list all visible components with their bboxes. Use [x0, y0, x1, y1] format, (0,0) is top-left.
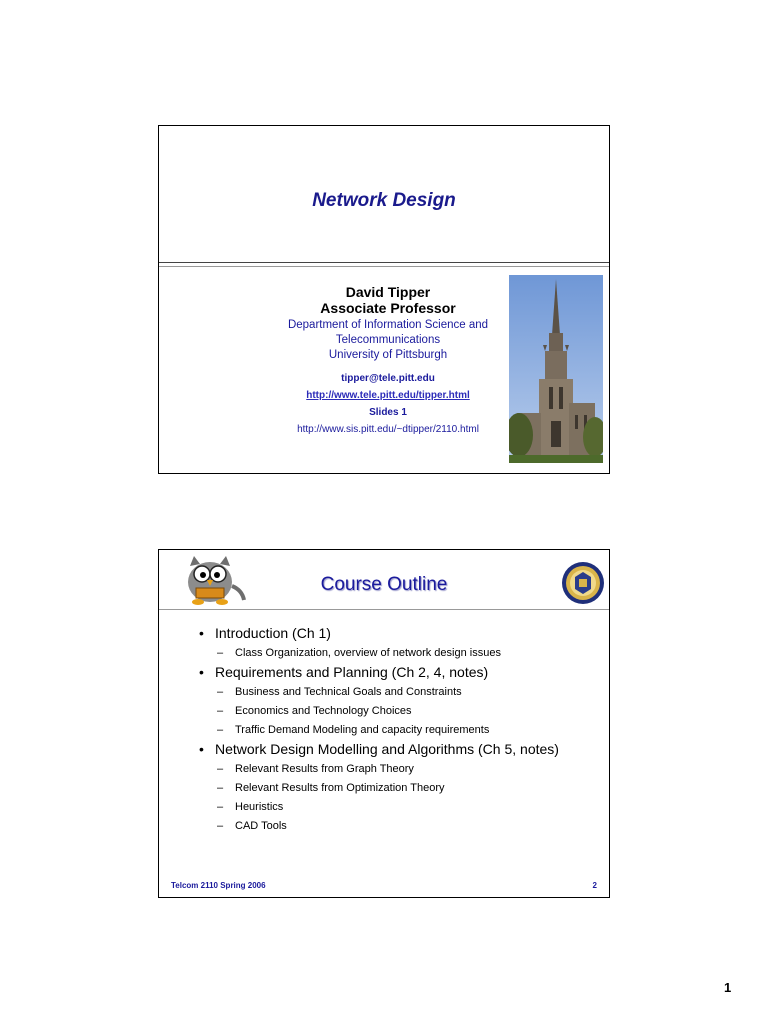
page-number: 1 [724, 980, 732, 995]
outline-sub-item-text: Traffic Demand Modeling and capacity requirements [235, 724, 490, 736]
outline-sub-item [197, 686, 597, 699]
bullet-icon: • [199, 625, 204, 641]
homepage-link[interactable]: http://www.tele.pitt.edu/tipper.html [306, 390, 470, 401]
dash-icon: – [217, 705, 224, 717]
outline-item [197, 741, 597, 757]
department-line-1: Department of Information Science and [287, 319, 489, 331]
dash-icon: – [217, 647, 224, 659]
outline-item [197, 664, 597, 680]
divider [159, 266, 609, 267]
outline-item-text: Introduction (Ch 1) [215, 625, 331, 641]
divider [159, 262, 609, 263]
outline-item-text: Network Design Modelling and Algorithms (Ch 5, notes) [215, 741, 559, 757]
author-info [259, 284, 517, 436]
slide-title: Course Outline [320, 574, 448, 595]
bullet-icon: • [199, 741, 204, 757]
slides-label: Slides 1 [369, 407, 407, 418]
author-name: David Tipper [345, 284, 431, 300]
slide-footer-course: Telcom 2110 Spring 2006 [171, 881, 266, 890]
outline-sub-item-text: Class Organization, overview of network design issues [235, 647, 501, 659]
outline-sub-item-text: Heuristics [235, 801, 284, 813]
dash-icon: – [217, 724, 224, 736]
outline-sub-item [197, 820, 597, 833]
divider [159, 609, 609, 610]
bullet-icon: • [199, 664, 204, 680]
outline-sub-item-text: Relevant Results from Graph Theory [235, 763, 414, 775]
course-outline-list [197, 625, 597, 833]
outline-sub-item [197, 801, 597, 814]
outline-sub-item-text: Relevant Results from Optimization Theory [235, 782, 445, 794]
outline-sub-item [197, 763, 597, 776]
dash-icon: – [217, 820, 224, 832]
author-position: Associate Professor [320, 300, 456, 316]
slide-2 [158, 549, 610, 898]
course-url: http://www.sis.pitt.edu/~dtipper/2110.html [297, 424, 479, 435]
outline-sub-item-text: Economics and Technology Choices [235, 705, 412, 717]
dash-icon: – [217, 763, 224, 775]
title-area [159, 126, 609, 262]
outline-item-text: Requirements and Planning (Ch 2, 4, notes) [215, 664, 489, 680]
email-address: tipper@tele.pitt.edu [341, 373, 435, 384]
outline-sub-item [197, 724, 597, 737]
slide-1 [158, 125, 610, 474]
slide-number: 2 [592, 881, 597, 890]
outline-item [197, 625, 597, 641]
cathedral-photo [509, 275, 603, 463]
university: University of Pittsburgh [328, 349, 448, 361]
outline-sub-item [197, 705, 597, 718]
dash-icon: – [217, 801, 224, 813]
outline-sub-item [197, 782, 597, 795]
outline-sub-item-text: Business and Technical Goals and Constraints [235, 686, 462, 698]
slide-title: Network Design [312, 190, 456, 211]
dash-icon: – [217, 686, 224, 698]
outline-sub-item-text: CAD Tools [235, 820, 287, 832]
university-seal-icon [561, 561, 605, 605]
dash-icon: – [217, 782, 224, 794]
outline-sub-item [197, 647, 597, 660]
department-line-2: Telecommunications [335, 334, 441, 346]
